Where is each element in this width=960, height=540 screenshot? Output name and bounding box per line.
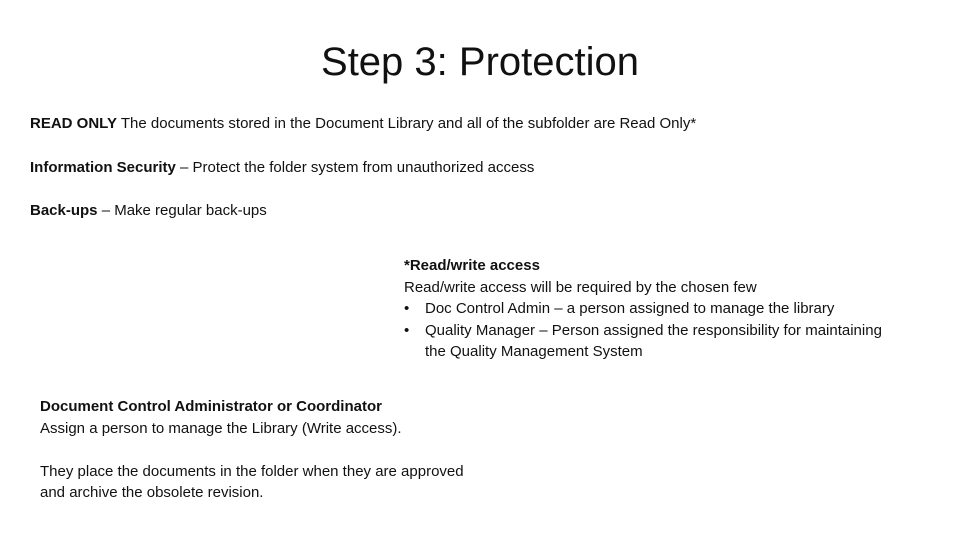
bullet-text-quality-manager: Quality Manager – Person assigned the responsibility for maintaining the Quality Management System	[425, 321, 882, 360]
bullet-glyph: •	[404, 321, 410, 339]
document-control-administrator-block	[40, 396, 560, 504]
dca-line-3: and archive the obsolete revision.	[40, 484, 264, 501]
note-line: Read/write access will be required by the chosen few	[404, 278, 757, 296]
dca-line-2: They place the documents in the folder when they are approved	[40, 462, 464, 480]
bullet-glyph: •	[404, 300, 410, 317]
note-heading: *Read/write access	[404, 257, 540, 274]
back-ups-label: Back-ups	[30, 202, 98, 219]
spacer	[40, 439, 560, 461]
read-write-access-note	[404, 255, 894, 363]
information-security-label: Information Security	[30, 159, 176, 176]
dca-heading: Document Control Administrator or Coordinator	[40, 398, 382, 415]
dca-line-1: Assign a person to manage the Library (Write access).	[40, 419, 402, 437]
information-security-text: – Protect the folder system from unauthorized access	[175, 159, 535, 176]
read-only-paragraph	[30, 114, 696, 134]
bullet-text-doc-control-admin: Doc Control Admin – a person assigned to manage the library	[425, 300, 835, 317]
back-ups-text: – Make regular back-ups	[97, 202, 267, 219]
slide-title: Step 3: Protection	[321, 40, 639, 84]
read-only-label: READ ONLY	[30, 115, 117, 132]
list-item	[404, 298, 894, 320]
list-item	[404, 320, 894, 363]
back-ups-paragraph	[30, 201, 267, 221]
information-security-paragraph	[30, 158, 534, 178]
note-bullet-list	[404, 298, 894, 363]
read-only-text: The documents stored in the Document Library and all of the subfolder are Read Only*	[116, 115, 697, 132]
